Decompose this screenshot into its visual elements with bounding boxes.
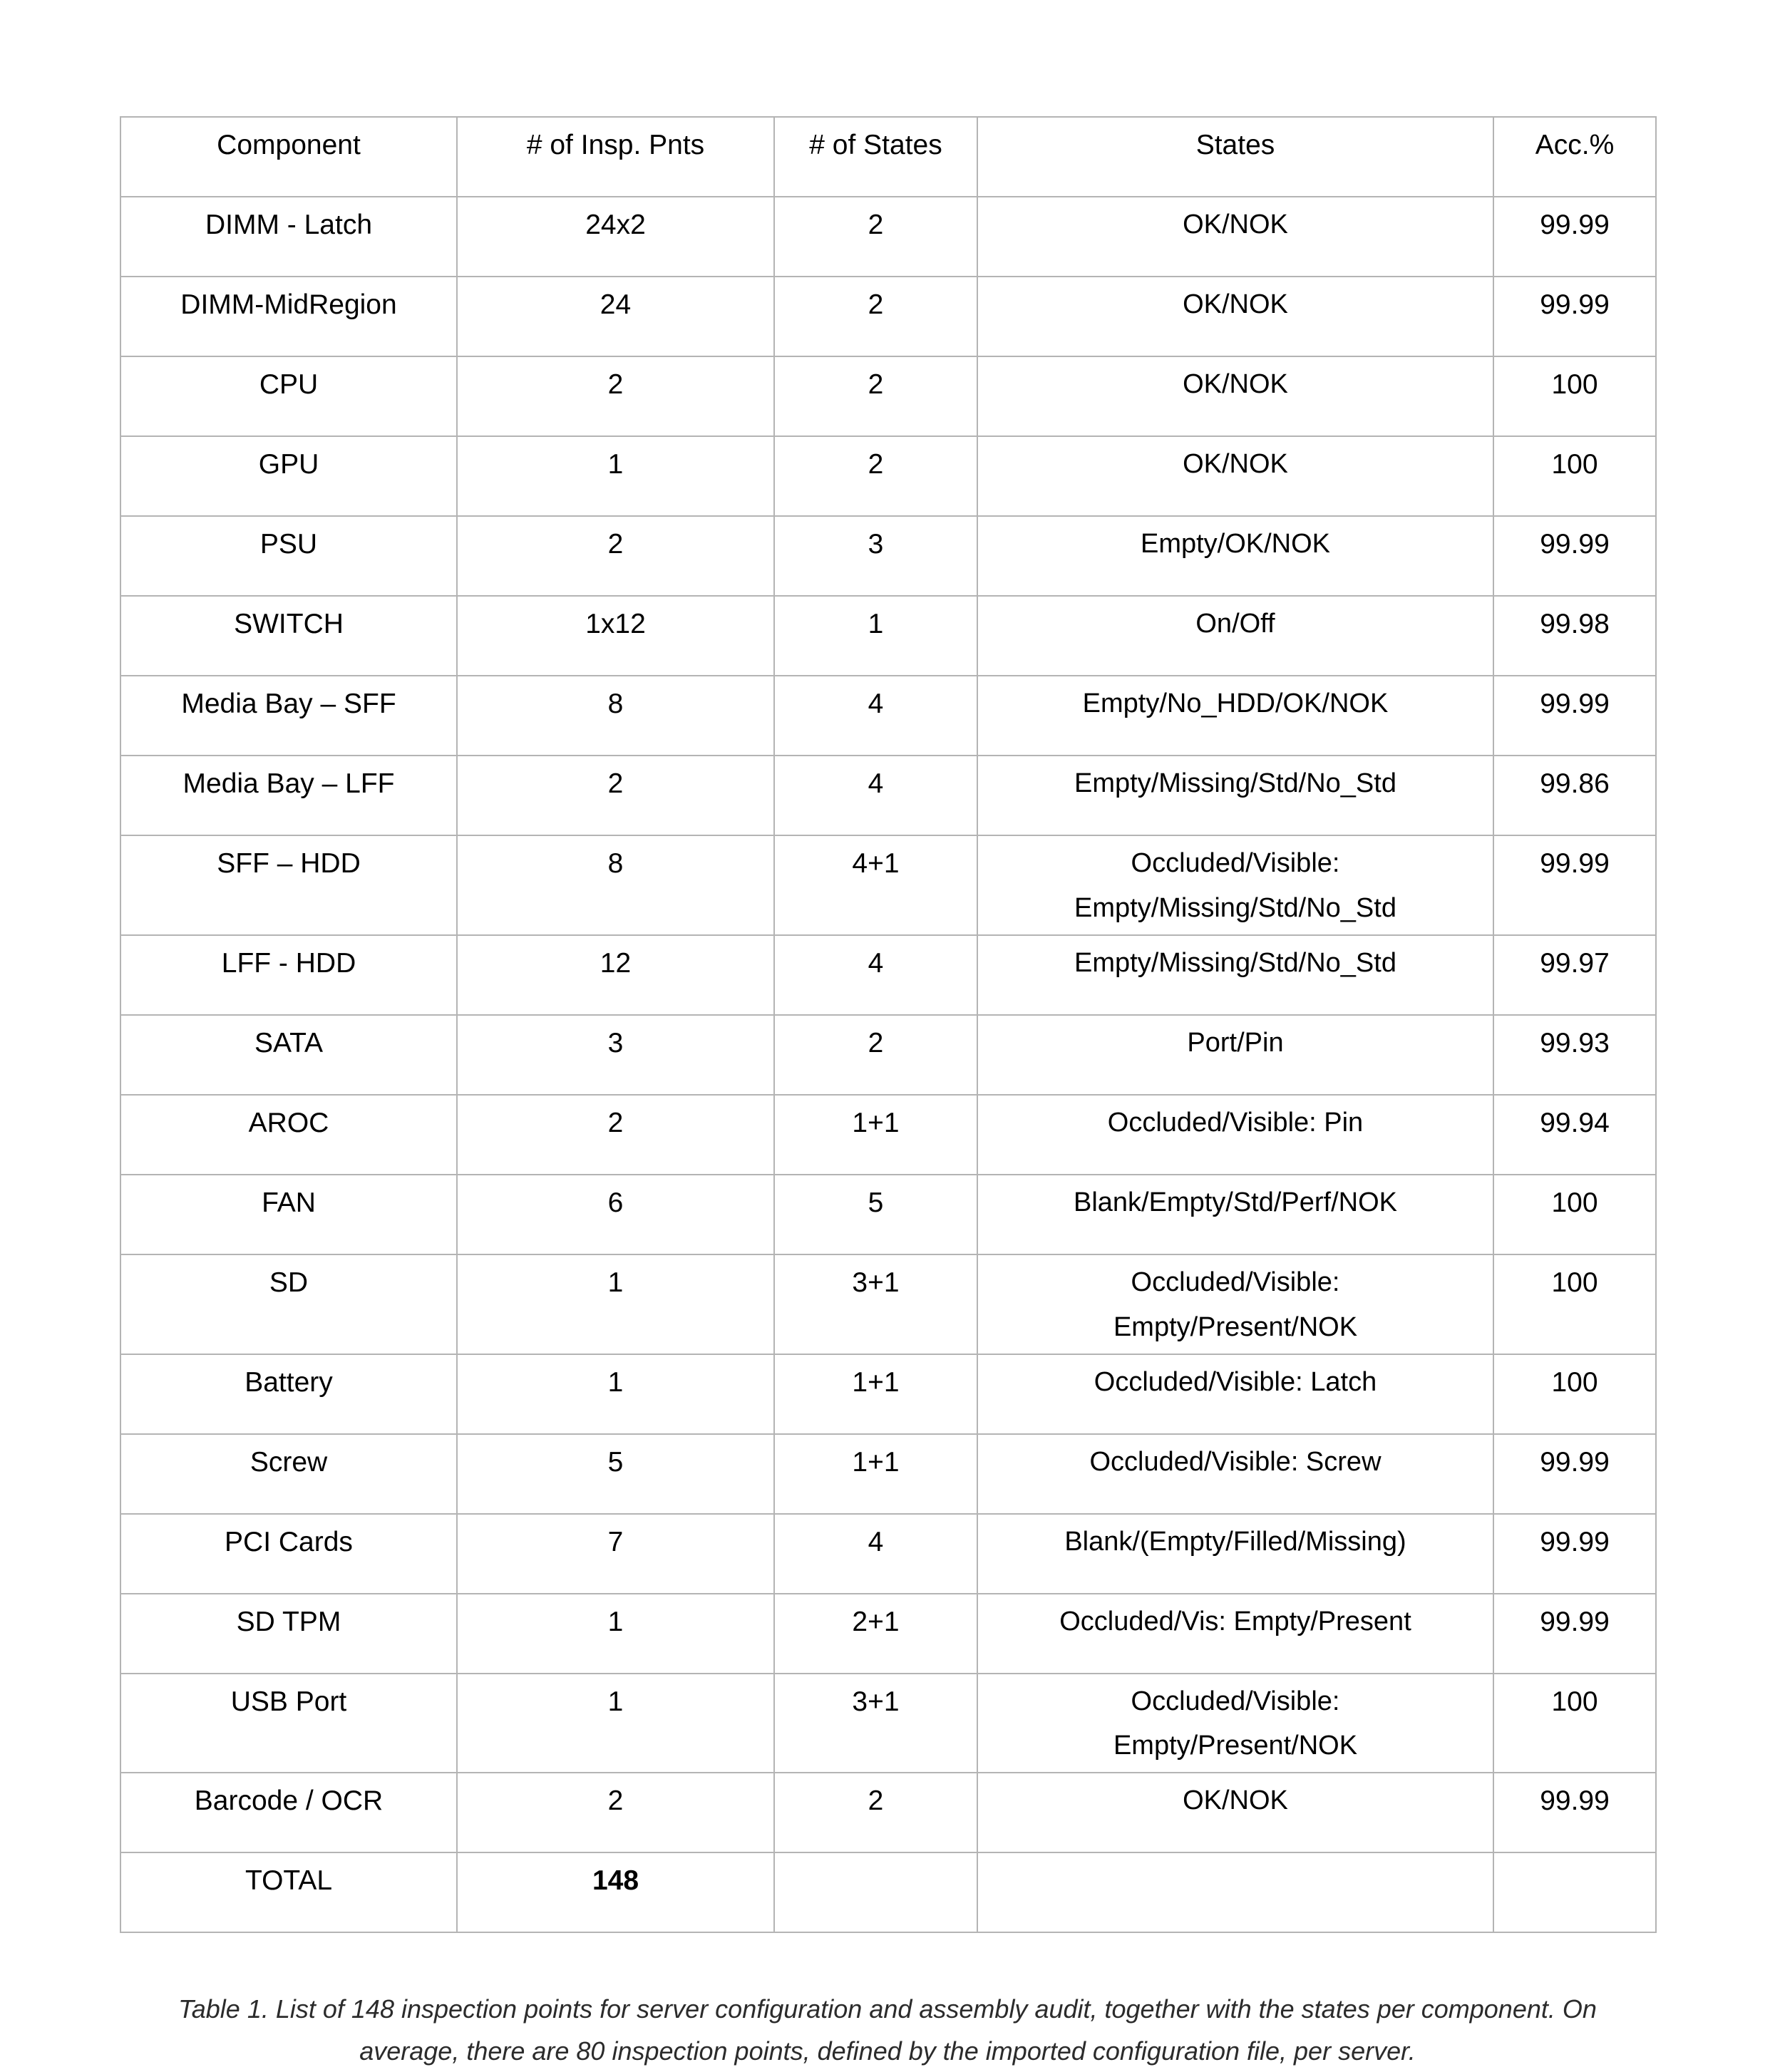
cell-insp-points: 1 bbox=[457, 1354, 774, 1434]
cell-insp-points: 2 bbox=[457, 516, 774, 596]
cell-accuracy: 99.93 bbox=[1493, 1015, 1656, 1095]
cell-insp-points: 148 bbox=[457, 1852, 774, 1932]
table-row bbox=[120, 1254, 1656, 1354]
cell-states bbox=[977, 596, 1493, 676]
cell-accuracy: 100 bbox=[1493, 436, 1656, 516]
table-row bbox=[120, 835, 1656, 935]
states-line: Occluded/Visible: Screw bbox=[1089, 1446, 1382, 1477]
table-row bbox=[120, 516, 1656, 596]
cell-accuracy: 99.94 bbox=[1493, 1095, 1656, 1175]
states-line: Empty/Missing/Std/No_Std bbox=[1074, 947, 1396, 978]
cell-insp-points: 5 bbox=[457, 1434, 774, 1514]
cell-num-states: 4 bbox=[774, 935, 977, 1015]
cell-insp-points: 7 bbox=[457, 1514, 774, 1594]
cell-accuracy: 100 bbox=[1493, 356, 1656, 436]
states-line: Empty/Missing/Std/No_Std bbox=[1074, 892, 1396, 923]
cell-insp-points: 8 bbox=[457, 835, 774, 935]
cell-num-states: 3 bbox=[774, 516, 977, 596]
cell-states bbox=[977, 935, 1493, 1015]
cell-insp-points: 1 bbox=[457, 1674, 774, 1773]
states-line: OK/NOK bbox=[1183, 289, 1288, 320]
cell-component: Media Bay – SFF bbox=[120, 676, 457, 756]
cell-states bbox=[977, 1514, 1493, 1594]
cell-num-states: 1+1 bbox=[774, 1095, 977, 1175]
cell-component: Battery bbox=[120, 1354, 457, 1434]
cell-accuracy: 100 bbox=[1493, 1354, 1656, 1434]
cell-num-states: 2 bbox=[774, 1015, 977, 1095]
cell-component: SWITCH bbox=[120, 596, 457, 676]
cell-num-states: 4 bbox=[774, 756, 977, 835]
cell-states bbox=[977, 197, 1493, 277]
cell-accuracy: 99.98 bbox=[1493, 596, 1656, 676]
table-row bbox=[120, 1354, 1656, 1434]
cell-insp-points: 8 bbox=[457, 676, 774, 756]
cell-insp-points: 2 bbox=[457, 1773, 774, 1852]
table-header-row bbox=[120, 117, 1656, 197]
cell-accuracy: 99.99 bbox=[1493, 197, 1656, 277]
cell-states bbox=[977, 1254, 1493, 1354]
cell-states bbox=[977, 277, 1493, 356]
inspection-points-table bbox=[120, 116, 1657, 1933]
table-row bbox=[120, 356, 1656, 436]
cell-insp-points: 2 bbox=[457, 756, 774, 835]
cell-num-states: 1 bbox=[774, 596, 977, 676]
cell-component: DIMM-MidRegion bbox=[120, 277, 457, 356]
table-row bbox=[120, 1594, 1656, 1674]
cell-num-states: 1+1 bbox=[774, 1354, 977, 1434]
states-line: Port/Pin bbox=[1187, 1027, 1284, 1058]
cell-insp-points: 2 bbox=[457, 1095, 774, 1175]
states-line: Empty/No_HDD/OK/NOK bbox=[1082, 689, 1389, 719]
cell-states bbox=[977, 1434, 1493, 1514]
cell-states bbox=[977, 1594, 1493, 1674]
table-row bbox=[120, 1674, 1656, 1773]
states-line: OK/NOK bbox=[1183, 449, 1288, 480]
cell-component: Barcode / OCR bbox=[120, 1773, 457, 1852]
cell-num-states: 4+1 bbox=[774, 835, 977, 935]
table-row bbox=[120, 676, 1656, 756]
table-row bbox=[120, 1434, 1656, 1514]
cell-num-states: 2 bbox=[774, 356, 977, 436]
cell-num-states: 3+1 bbox=[774, 1674, 977, 1773]
cell-states bbox=[977, 356, 1493, 436]
cell-states bbox=[977, 756, 1493, 835]
cell-num-states: 2+1 bbox=[774, 1594, 977, 1674]
cell-states bbox=[977, 1095, 1493, 1175]
states-line: OK/NOK bbox=[1183, 210, 1288, 240]
cell-component: LFF - HDD bbox=[120, 935, 457, 1015]
states-line: Occluded/Visible: bbox=[1131, 1267, 1340, 1297]
states-line: Occluded/Visible: Latch bbox=[1094, 1366, 1377, 1397]
cell-component: PCI Cards bbox=[120, 1514, 457, 1594]
cell-component: CPU bbox=[120, 356, 457, 436]
cell-component: GPU bbox=[120, 436, 457, 516]
cell-insp-points: 2 bbox=[457, 356, 774, 436]
cell-num-states: 2 bbox=[774, 1773, 977, 1852]
states-line: Occluded/Visible: Pin bbox=[1107, 1107, 1364, 1138]
table-row bbox=[120, 1852, 1656, 1932]
cell-accuracy: 100 bbox=[1493, 1674, 1656, 1773]
cell-component: DIMM - Latch bbox=[120, 197, 457, 277]
cell-states bbox=[977, 1674, 1493, 1773]
cell-accuracy: 99.99 bbox=[1493, 676, 1656, 756]
cell-insp-points: 1x12 bbox=[457, 596, 774, 676]
table-row bbox=[120, 596, 1656, 676]
cell-states bbox=[977, 516, 1493, 596]
cell-insp-points: 3 bbox=[457, 1015, 774, 1095]
table-caption: Table 1. List of 148 inspection points for server configuration and assembly audit, together with the states per component. On average, there are 80 inspection points, defined by the imported configuration file, per server. bbox=[178, 1994, 1597, 2066]
cell-accuracy: 99.86 bbox=[1493, 756, 1656, 835]
cell-states bbox=[977, 1175, 1493, 1254]
states-line: Empty/OK/NOK bbox=[1140, 529, 1331, 560]
cell-component: SD bbox=[120, 1254, 457, 1354]
states-line: Empty/Present/NOK bbox=[1113, 1731, 1358, 1761]
states-line: OK/NOK bbox=[1183, 1785, 1288, 1816]
cell-component: AROC bbox=[120, 1095, 457, 1175]
cell-accuracy bbox=[1493, 1852, 1656, 1932]
cell-component: Screw bbox=[120, 1434, 457, 1514]
cell-states bbox=[977, 1354, 1493, 1434]
cell-accuracy: 99.99 bbox=[1493, 1594, 1656, 1674]
cell-states bbox=[977, 436, 1493, 516]
cell-component: USB Port bbox=[120, 1674, 457, 1773]
cell-states bbox=[977, 835, 1493, 935]
column-header-insp-points: # of Insp. Pnts bbox=[457, 117, 774, 197]
cell-component: PSU bbox=[120, 516, 457, 596]
cell-accuracy: 99.99 bbox=[1493, 1434, 1656, 1514]
cell-component: Media Bay – LFF bbox=[120, 756, 457, 835]
cell-accuracy: 99.99 bbox=[1493, 277, 1656, 356]
cell-num-states bbox=[774, 1852, 977, 1932]
table-row bbox=[120, 935, 1656, 1015]
cell-insp-points: 24 bbox=[457, 277, 774, 356]
cell-states bbox=[977, 1015, 1493, 1095]
cell-insp-points: 12 bbox=[457, 935, 774, 1015]
states-line: Occluded/Visible: bbox=[1131, 1686, 1340, 1716]
table-row bbox=[120, 756, 1656, 835]
cell-accuracy: 99.99 bbox=[1493, 835, 1656, 935]
cell-accuracy: 99.99 bbox=[1493, 1773, 1656, 1852]
cell-accuracy: 100 bbox=[1493, 1175, 1656, 1254]
cell-accuracy: 99.99 bbox=[1493, 516, 1656, 596]
cell-accuracy: 100 bbox=[1493, 1254, 1656, 1354]
column-header-num-states: # of States bbox=[774, 117, 977, 197]
table-row bbox=[120, 1773, 1656, 1852]
states-line: Occluded/Visible: bbox=[1131, 848, 1340, 879]
cell-component: SATA bbox=[120, 1015, 457, 1095]
cell-insp-points: 1 bbox=[457, 1594, 774, 1674]
states-line: Blank/Empty/Std/Perf/NOK bbox=[1073, 1187, 1398, 1217]
column-header-accuracy: Acc.% bbox=[1493, 117, 1656, 197]
cell-num-states: 4 bbox=[774, 1514, 977, 1594]
table-row bbox=[120, 1514, 1656, 1594]
cell-num-states: 3+1 bbox=[774, 1254, 977, 1354]
cell-num-states: 2 bbox=[774, 277, 977, 356]
cell-accuracy: 99.99 bbox=[1493, 1514, 1656, 1594]
cell-states bbox=[977, 1852, 1493, 1932]
table-row bbox=[120, 436, 1656, 516]
cell-num-states: 1+1 bbox=[774, 1434, 977, 1514]
states-line: Blank/(Empty/Filled/Missing) bbox=[1064, 1526, 1406, 1557]
table-row bbox=[120, 1175, 1656, 1254]
table-row bbox=[120, 197, 1656, 277]
cell-accuracy: 99.97 bbox=[1493, 935, 1656, 1015]
cell-states bbox=[977, 1773, 1493, 1852]
table-header bbox=[120, 117, 1656, 197]
states-line: Empty/Present/NOK bbox=[1113, 1311, 1358, 1342]
table-row bbox=[120, 277, 1656, 356]
cell-insp-points: 24x2 bbox=[457, 197, 774, 277]
states-line: On/Off bbox=[1195, 609, 1275, 639]
cell-num-states: 4 bbox=[774, 676, 977, 756]
table-row bbox=[120, 1015, 1656, 1095]
cell-component: TOTAL bbox=[120, 1852, 457, 1932]
cell-num-states: 2 bbox=[774, 197, 977, 277]
cell-states bbox=[977, 676, 1493, 756]
column-header-component: Component bbox=[120, 117, 457, 197]
states-line: Empty/Missing/Std/No_Std bbox=[1074, 768, 1396, 799]
cell-component: SD TPM bbox=[120, 1594, 457, 1674]
cell-num-states: 5 bbox=[774, 1175, 977, 1254]
states-line: OK/NOK bbox=[1183, 369, 1288, 400]
table-row bbox=[120, 1095, 1656, 1175]
cell-num-states: 2 bbox=[774, 436, 977, 516]
column-header-states: States bbox=[977, 117, 1493, 197]
cell-insp-points: 1 bbox=[457, 436, 774, 516]
cell-component: SFF – HDD bbox=[120, 835, 457, 935]
table-body bbox=[120, 197, 1656, 1932]
cell-component: FAN bbox=[120, 1175, 457, 1254]
states-line: Occluded/Vis: Empty/Present bbox=[1059, 1606, 1411, 1637]
cell-insp-points: 1 bbox=[457, 1254, 774, 1354]
cell-insp-points: 6 bbox=[457, 1175, 774, 1254]
